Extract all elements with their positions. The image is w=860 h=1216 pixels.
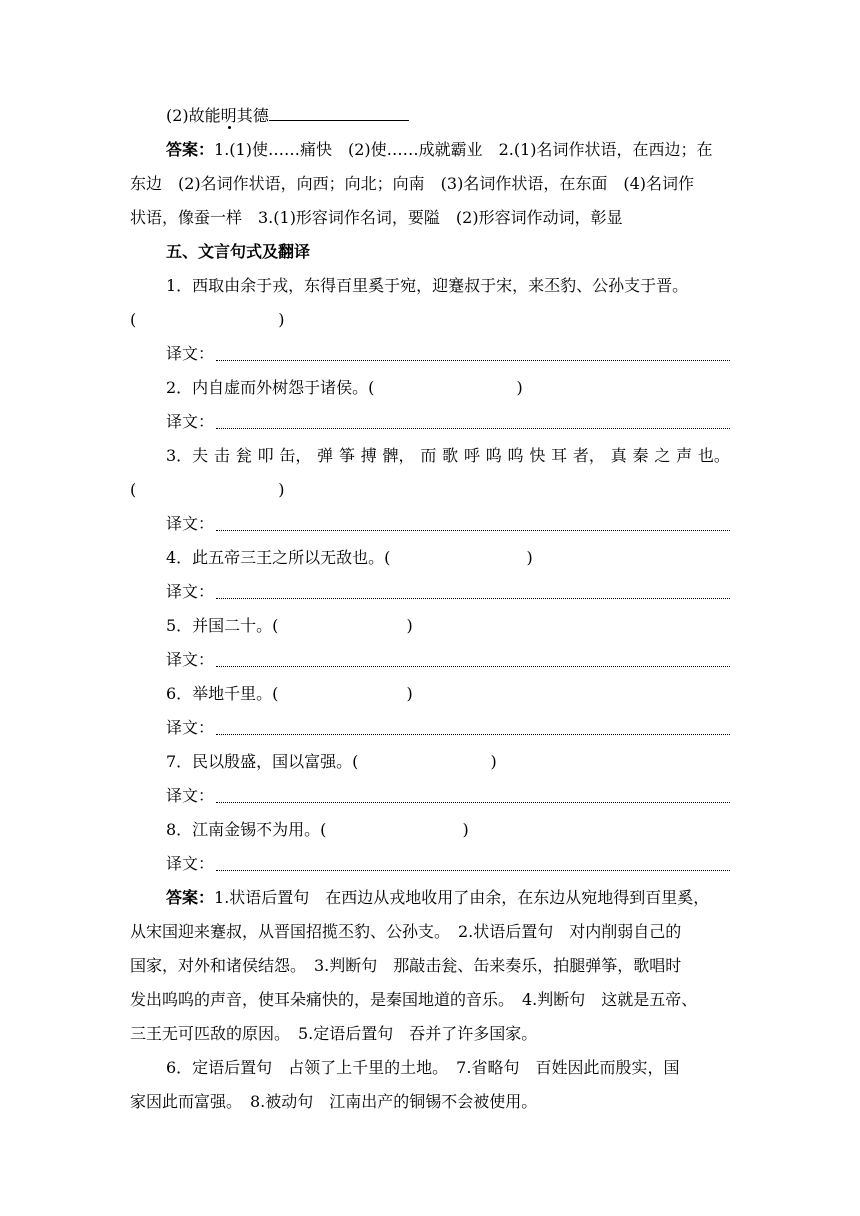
translation-line: 译文：: [166, 784, 730, 808]
answer-line: 从宋国迎来蹇叔，从晋国招揽丕豹、公孙支。 2.状语后置句 对内削弱自己的: [130, 922, 682, 941]
translation-line: 译文：: [166, 852, 730, 876]
answer-line: 国家，对外和诸侯结怨。 3.判断句 那敲击瓮、缶来奏乐，拍腿弹筝，歌唱时: [130, 956, 682, 975]
q3-segment: 击: [213, 446, 230, 465]
translation-blank[interactable]: [216, 598, 730, 599]
question-6: 6．举地千里。( ): [166, 684, 413, 703]
translation-blank[interactable]: [216, 734, 730, 735]
translation-blank[interactable]: [216, 530, 730, 531]
answer-line: 状语，像蚕一样 3.(1)形容词作名词，要隘 (2)形容词作动词，彰显: [130, 208, 623, 227]
translation-line: 译文：: [166, 512, 730, 536]
answer-line: 6．定语后置句 占领了上千里的土地。 7.省略句 百姓因此而殷实，国: [166, 1058, 680, 1077]
answer-line: 答案：1.状语后置句 在西边从戎地收用了由余，在东边从宛地得到百里奚，: [166, 888, 710, 907]
section-title: 五、文言句式及翻译: [166, 242, 311, 261]
q3-segment: 缶，: [279, 446, 312, 465]
q3-segment: 呜: [507, 446, 524, 465]
question-8: 8．江南金锡不为用。( ): [166, 820, 469, 839]
translation-blank[interactable]: [216, 666, 730, 667]
translation-line: 译文：: [166, 410, 730, 434]
q3-segment: 叩: [257, 446, 274, 465]
question-7: 7．民以殷盛，国以富强。( ): [166, 752, 497, 771]
q3-segment: 也。: [697, 446, 730, 465]
translation-blank[interactable]: [216, 870, 730, 871]
q3-segment: 声: [676, 446, 693, 465]
translation-line: 译文：: [166, 648, 730, 672]
translation-blank[interactable]: [216, 360, 730, 361]
translation-blank[interactable]: [216, 802, 730, 803]
translation-line: 译文：: [166, 342, 730, 366]
q3-segment: 呜: [485, 446, 502, 465]
question-4: 4．此五帝三王之所以无敌也。( ): [166, 548, 533, 567]
question-3: [166, 444, 730, 468]
answer-line: 三王无可匹敌的原因。 5.定语后置句 吞并了许多国家。: [130, 1024, 538, 1043]
answer-line: 答案：1.(1)使……痛快 (2)使……成就霸业 2.(1)名词作状语，在西边；在: [166, 140, 713, 159]
answer-label: 答案：: [166, 140, 215, 159]
q3-segment: 之: [654, 446, 671, 465]
translation-blank[interactable]: [216, 428, 730, 429]
question-1: 1．西取由余于戎，东得百里奚于宛，迎蹇叔于宋，来丕豹、公孙支于晋。: [166, 276, 689, 295]
q3-segment: 3．夫: [166, 446, 209, 465]
q3-segment: 真: [610, 446, 627, 465]
translation-line: 译文：: [166, 716, 730, 740]
q3-segment: 快: [529, 446, 546, 465]
answer-label: 答案：: [166, 888, 215, 907]
q3-segment: 搏: [360, 446, 377, 465]
q3-segment: 弹: [317, 446, 334, 465]
answer-blank[interactable]: [269, 104, 409, 121]
q3-segment: 歌: [442, 446, 459, 465]
q3-segment: 者，: [572, 446, 605, 465]
question-3-paren: ( ): [130, 480, 285, 499]
answer-line: 发出呜呜的声音，使耳朵痛快的，是秦国地道的音乐。 4.判断句 这就是五帝、: [130, 990, 698, 1009]
answer-line: 东边 (2)名词作状语，向西；向北；向南 (3)名词作状语，在东面 (4)名词作: [130, 174, 694, 193]
answer-line: 家因此而富强。 8.被动句 江南出产的铜锡不会被使用。: [130, 1092, 538, 1111]
q3-segment: 秦: [632, 446, 649, 465]
q3-segment: 瓮: [235, 446, 252, 465]
q3-segment: 髀，: [382, 446, 415, 465]
question-1-paren: ( ): [130, 310, 285, 329]
q3-segment: 而: [420, 446, 437, 465]
q3-segment: 筝: [338, 446, 355, 465]
question-2: 2．内自虚而外树怨于诸侯。( ): [166, 378, 523, 397]
q3-segment: 呼: [463, 446, 480, 465]
intro-item: (2)故能明其德: [166, 104, 409, 128]
translation-line: 译文：: [166, 580, 730, 604]
question-5: 5．并国二十。( ): [166, 616, 413, 635]
q3-segment: 耳: [551, 446, 568, 465]
